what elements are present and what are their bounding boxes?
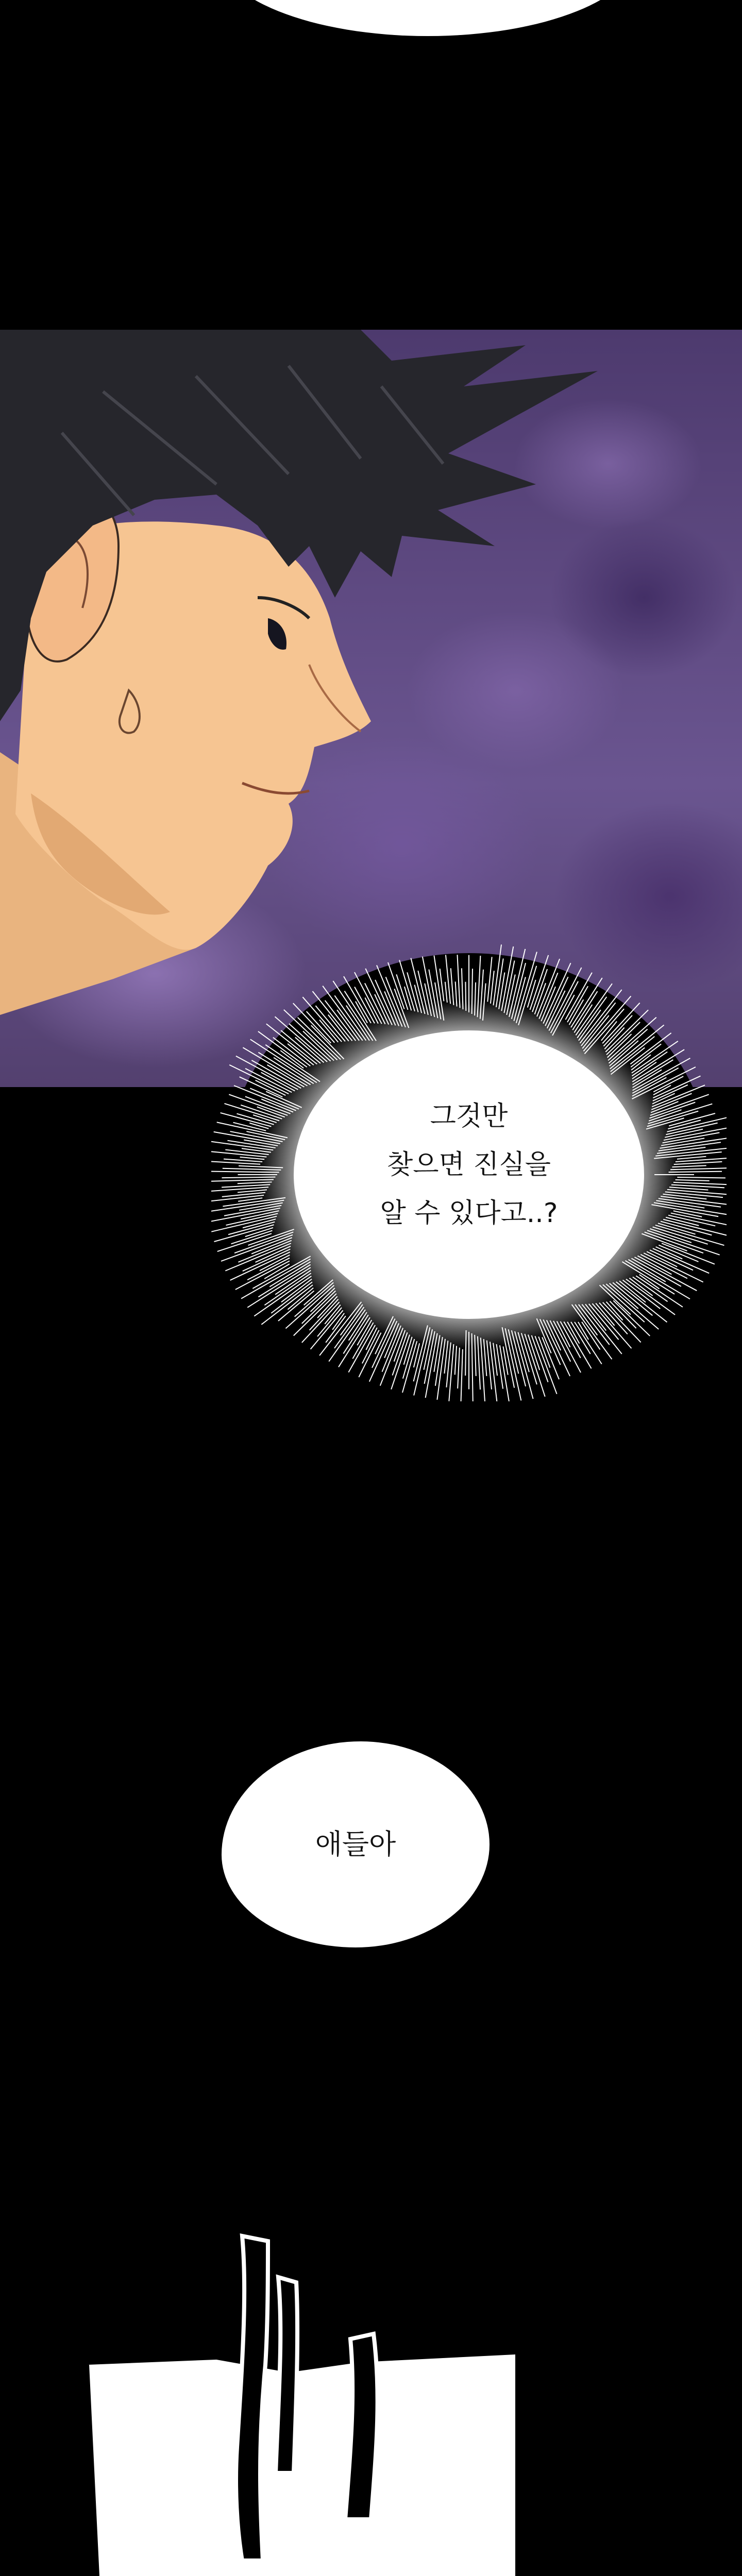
burst-spike [677,1177,726,1178]
bar-shape-right [345,2334,378,2519]
bottom-panel-art [0,2231,742,2576]
white-block [88,2354,515,2576]
burst-bubble-text: 그것만 찾으면 진실을 알 수 있다고..? [380,1101,558,1229]
bar-shape-middle [276,2277,297,2473]
partial-speech-bubble [216,0,639,36]
oval-bubble-text: 애들아 [315,1828,396,1860]
